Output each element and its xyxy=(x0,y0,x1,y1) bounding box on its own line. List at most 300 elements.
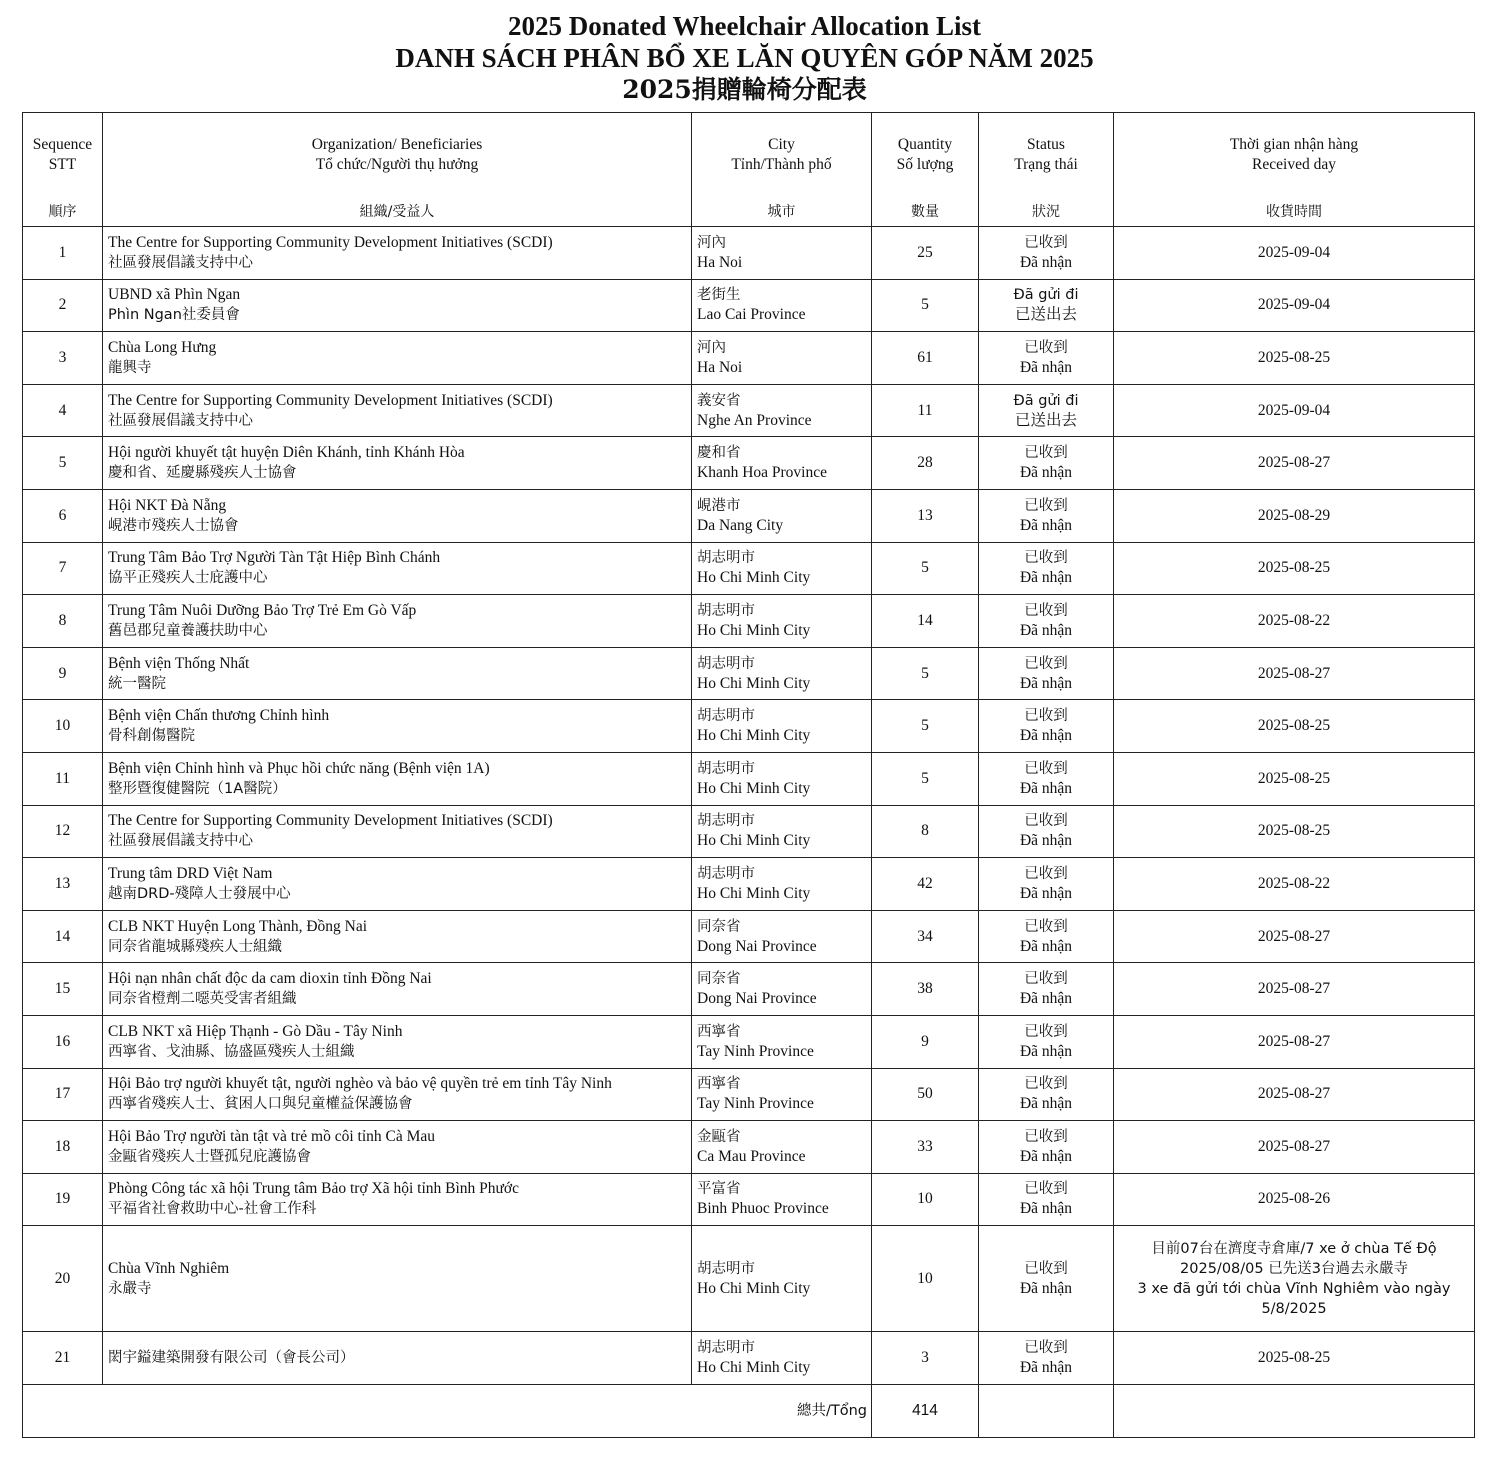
sequence-cell: 10 xyxy=(23,700,103,753)
header-quantity: Quantity Số lượng 數量 xyxy=(872,113,979,227)
status-line-2: Đã nhận xyxy=(1019,1095,1073,1113)
city-cell xyxy=(692,858,872,911)
city-name-zh: 胡志明市 xyxy=(697,813,755,830)
status-line-2: Đã nhận xyxy=(1019,727,1073,745)
received-day-cell xyxy=(1114,384,1475,437)
city-name: Lao Cai Province xyxy=(697,306,806,324)
status-line-2: Đã nhận xyxy=(1019,358,1073,376)
status-cell xyxy=(979,595,1114,648)
table-row xyxy=(23,1226,1475,1332)
header-sequence: Sequence STT 順序 xyxy=(23,113,103,227)
received-note-line: 2025/08/05 已先送3台過去永嚴寺 xyxy=(1180,1260,1408,1277)
status-cell xyxy=(979,647,1114,700)
city-name: Dong Nai Province xyxy=(697,937,817,955)
status-line-1: 已收到 xyxy=(1024,918,1068,935)
received-day-cell xyxy=(1114,1226,1475,1332)
organization-cell xyxy=(103,1332,692,1385)
table-row xyxy=(23,384,1475,437)
status-line-2: Đã nhận xyxy=(1019,1279,1073,1297)
status-cell xyxy=(979,384,1114,437)
status-cell xyxy=(979,1226,1114,1332)
status-line-1: 已收到 xyxy=(1024,1128,1068,1145)
sequence-cell: 4 xyxy=(23,384,103,437)
sequence-cell: 14 xyxy=(23,910,103,963)
city-cell xyxy=(692,1015,872,1068)
sequence-cell: 11 xyxy=(23,752,103,805)
organization-name-zh: 龍興寺 xyxy=(108,359,152,376)
organization-name: Phòng Công tác xã hội Trung tâm Bảo trợ Xã hội tỉnh Bình Phước xyxy=(108,1180,519,1198)
status-line-2: Đã nhận xyxy=(1019,569,1073,587)
status-line-2: Đã nhận xyxy=(1019,937,1073,955)
organization-cell xyxy=(103,1068,692,1121)
city-cell xyxy=(692,1068,872,1121)
status-cell xyxy=(979,963,1114,1016)
received-day-cell xyxy=(1114,1173,1475,1226)
received-day-cell xyxy=(1114,227,1475,280)
sequence-cell: 21 xyxy=(23,1332,103,1385)
status-cell xyxy=(979,279,1114,332)
city-name-zh: 胡志明市 xyxy=(697,708,755,725)
received-day: 2025-08-27 xyxy=(1257,454,1331,472)
city-name-zh: 河內 xyxy=(697,339,726,356)
organization-name-zh: 永嚴寺 xyxy=(108,1280,152,1297)
total-label: 總共/Tổng xyxy=(23,1384,872,1437)
quantity-cell: 38 xyxy=(872,963,979,1016)
status-line-2: 已送出去 xyxy=(1014,411,1077,429)
status-line-2: Đã nhận xyxy=(1019,832,1073,850)
organization-name-zh: 金甌省殘疾人士暨孤兒庇護協會 xyxy=(108,1148,311,1165)
table-row xyxy=(23,805,1475,858)
table-row xyxy=(23,1173,1475,1226)
organization-name: Trung Tâm Bảo Trợ Người Tàn Tật Hiệp Bình Chánh xyxy=(108,549,441,567)
sequence-cell: 15 xyxy=(23,963,103,1016)
status-line-1: 已收到 xyxy=(1024,813,1068,830)
city-cell xyxy=(692,647,872,700)
received-day-cell xyxy=(1114,489,1475,542)
city-name: Ho Chi Minh City xyxy=(697,569,811,587)
quantity-cell: 13 xyxy=(872,489,979,542)
table-row xyxy=(23,910,1475,963)
sequence-cell: 1 xyxy=(23,227,103,280)
received-day-cell xyxy=(1114,595,1475,648)
city-name: Ho Chi Minh City xyxy=(697,779,811,797)
organization-cell xyxy=(103,489,692,542)
organization-name: Trung Tâm Nuôi Dưỡng Bảo Trợ Trẻ Em Gò Vấp xyxy=(108,601,417,619)
received-note-line: 3 xe đã gửi tới chùa Vĩnh Nghiêm vào ngày xyxy=(1137,1280,1451,1297)
quantity-cell: 5 xyxy=(872,752,979,805)
quantity-cell: 5 xyxy=(872,700,979,753)
city-name-zh: 老街生 xyxy=(697,287,741,304)
received-note-line: 5/8/2025 xyxy=(1261,1300,1327,1317)
status-line-2: Đã nhận xyxy=(1019,990,1073,1008)
city-name-zh: 胡志明市 xyxy=(697,1340,755,1357)
city-name-zh: 義安省 xyxy=(697,392,741,409)
header-city: City Tỉnh/Thành phố 城市 xyxy=(692,113,872,227)
city-cell xyxy=(692,700,872,753)
city-name-zh: 胡志明市 xyxy=(697,865,755,882)
quantity-cell: 3 xyxy=(872,1332,979,1385)
total-day-empty xyxy=(1114,1384,1475,1437)
sequence-cell: 18 xyxy=(23,1121,103,1174)
sequence-cell: 9 xyxy=(23,647,103,700)
table-row xyxy=(23,1015,1475,1068)
city-cell xyxy=(692,595,872,648)
status-line-1: 已收到 xyxy=(1024,1260,1068,1277)
status-line-1: 已收到 xyxy=(1024,602,1068,619)
organization-name: Bệnh viện Chấn thương Chỉnh hình xyxy=(108,707,330,725)
received-day: 2025-08-22 xyxy=(1257,874,1331,892)
status-line-1: 已收到 xyxy=(1024,655,1068,672)
organization-name: Hội Bảo trợ người khuyết tật, người nghèo và bảo vệ quyền trẻ em tỉnh Tây Ninh xyxy=(108,1075,612,1093)
status-line-2: Đã nhận xyxy=(1019,464,1073,482)
quantity-cell: 8 xyxy=(872,805,979,858)
table-row xyxy=(23,700,1475,753)
organization-name: 閎宇鎰建築開發有限公司（會長公司） xyxy=(108,1350,355,1367)
city-name-zh: 峴港市 xyxy=(697,497,741,514)
table-row xyxy=(23,279,1475,332)
city-name: Dong Nai Province xyxy=(697,990,817,1008)
status-line-1: Đã gửi đi xyxy=(1013,287,1079,304)
received-day-cell xyxy=(1114,1068,1475,1121)
quantity-cell: 42 xyxy=(872,858,979,911)
quantity-cell: 10 xyxy=(872,1173,979,1226)
status-line-1: 已收到 xyxy=(1024,445,1068,462)
organization-name: CLB NKT Huyện Long Thành, Đồng Nai xyxy=(108,917,368,935)
city-name: Tay Ninh Province xyxy=(697,1095,814,1113)
sequence-cell: 8 xyxy=(23,595,103,648)
organization-cell xyxy=(103,963,692,1016)
organization-name: Bệnh viện Chỉnh hình và Phục hồi chức năng (Bệnh viện 1A) xyxy=(108,759,490,777)
sequence-cell: 6 xyxy=(23,489,103,542)
organization-name-zh: 平福省社會救助中心-社會工作科 xyxy=(108,1201,317,1218)
status-line-1: Đã gửi đi xyxy=(1013,392,1079,409)
organization-cell xyxy=(103,595,692,648)
city-name: Nghe An Province xyxy=(697,411,812,429)
sequence-cell: 12 xyxy=(23,805,103,858)
table-row xyxy=(23,542,1475,595)
city-name: Ho Chi Minh City xyxy=(697,621,811,639)
status-cell xyxy=(979,437,1114,490)
organization-cell xyxy=(103,1121,692,1174)
received-day: 2025-09-04 xyxy=(1257,243,1331,261)
sequence-cell: 19 xyxy=(23,1173,103,1226)
status-line-1: 已收到 xyxy=(1024,234,1068,251)
status-line-2: Đã nhận xyxy=(1019,674,1073,692)
table-row xyxy=(23,963,1475,1016)
status-cell xyxy=(979,489,1114,542)
status-line-1: 已收到 xyxy=(1024,760,1068,777)
status-line-2: Đã nhận xyxy=(1019,884,1073,902)
city-name-zh: 胡志明市 xyxy=(697,760,755,777)
organization-name-zh: 越南DRD-殘障人士發展中心 xyxy=(108,885,291,902)
status-line-1: 已收到 xyxy=(1024,339,1068,356)
received-day-cell xyxy=(1114,332,1475,385)
received-day: 2025-08-27 xyxy=(1257,927,1331,945)
city-cell xyxy=(692,279,872,332)
status-cell xyxy=(979,1173,1114,1226)
received-day: 2025-08-27 xyxy=(1257,1085,1331,1103)
organization-name: CLB NKT xã Hiệp Thạnh - Gò Dầu - Tây Ninh xyxy=(108,1022,403,1040)
sequence-cell: 2 xyxy=(23,279,103,332)
organization-cell xyxy=(103,700,692,753)
received-day: 2025-08-26 xyxy=(1257,1190,1331,1208)
received-day: 2025-08-25 xyxy=(1257,822,1331,840)
city-name: Ho Chi Minh City xyxy=(697,1279,811,1297)
status-line-1: 已收到 xyxy=(1024,1181,1068,1198)
organization-cell xyxy=(103,1173,692,1226)
organization-cell xyxy=(103,1015,692,1068)
allocation-table xyxy=(22,112,1475,1438)
received-note-line: 目前07台在濟度寺倉庫/7 xe ở chùa Tế Độ xyxy=(1151,1240,1437,1257)
table-row xyxy=(23,227,1475,280)
city-name: Ho Chi Minh City xyxy=(697,832,811,850)
city-name-zh: 胡志明市 xyxy=(697,550,755,567)
received-day: 2025-08-25 xyxy=(1257,769,1331,787)
quantity-cell: 61 xyxy=(872,332,979,385)
organization-name-zh: 峴港市殘疾人士協會 xyxy=(108,517,239,534)
city-name-zh: 胡志明市 xyxy=(697,655,755,672)
quantity-cell: 28 xyxy=(872,437,979,490)
sequence-cell: 17 xyxy=(23,1068,103,1121)
organization-cell xyxy=(103,752,692,805)
organization-name-zh: Phìn Ngan社委員會 xyxy=(108,307,240,324)
table-row xyxy=(23,437,1475,490)
organization-name: Hội nạn nhân chất độc da cam dioxin tỉnh Đồng Nai xyxy=(108,970,432,988)
total-status-empty xyxy=(979,1384,1114,1437)
city-name-zh: 平富省 xyxy=(697,1181,741,1198)
city-cell xyxy=(692,1226,872,1332)
received-day-cell xyxy=(1114,805,1475,858)
table-row xyxy=(23,1332,1475,1385)
status-line-1: 已收到 xyxy=(1024,1023,1068,1040)
document-title xyxy=(0,10,1489,106)
organization-name: The Centre for Supporting Community Development Initiatives (SCDI) xyxy=(108,233,553,251)
status-cell xyxy=(979,1068,1114,1121)
status-cell xyxy=(979,1332,1114,1385)
organization-name-zh: 協平正殘疾人士庇護中心 xyxy=(108,570,268,587)
status-line-1: 已收到 xyxy=(1024,971,1068,988)
received-day: 2025-08-25 xyxy=(1257,717,1331,735)
table-row xyxy=(23,1068,1475,1121)
organization-name-zh: 西寧省殘疾人士、貧困人口與兒童權益保護協會 xyxy=(108,1096,413,1113)
city-name: Ho Chi Minh City xyxy=(697,674,811,692)
organization-name-zh: 同奈省龍城縣殘疾人士組織 xyxy=(108,938,282,955)
city-name: Ha Noi xyxy=(697,253,743,271)
organization-name: The Centre for Supporting Community Development Initiatives (SCDI) xyxy=(108,812,553,830)
status-line-2: Đã nhận xyxy=(1019,621,1073,639)
quantity-cell: 50 xyxy=(872,1068,979,1121)
city-cell xyxy=(692,332,872,385)
organization-name-zh: 整形暨復健醫院（1A醫院） xyxy=(108,780,287,797)
status-cell xyxy=(979,1121,1114,1174)
organization-name: Hội người khuyết tật huyện Diên Khánh, tỉnh Khánh Hòa xyxy=(108,444,465,462)
organization-cell xyxy=(103,805,692,858)
city-cell xyxy=(692,542,872,595)
status-cell xyxy=(979,700,1114,753)
organization-cell xyxy=(103,647,692,700)
received-day: 2025-08-25 xyxy=(1257,348,1331,366)
organization-cell xyxy=(103,332,692,385)
status-line-1: 已收到 xyxy=(1024,1076,1068,1093)
organization-cell xyxy=(103,1226,692,1332)
organization-cell xyxy=(103,910,692,963)
received-day-cell xyxy=(1114,279,1475,332)
organization-name: Hội NKT Đà Nẵng xyxy=(108,496,227,514)
organization-cell xyxy=(103,227,692,280)
city-cell xyxy=(692,1173,872,1226)
status-cell xyxy=(979,910,1114,963)
organization-cell xyxy=(103,437,692,490)
sequence-cell: 3 xyxy=(23,332,103,385)
city-name-zh: 同奈省 xyxy=(697,918,741,935)
city-name: Ca Mau Province xyxy=(697,1147,806,1165)
city-name: Ha Noi xyxy=(697,358,743,376)
table-row xyxy=(23,332,1475,385)
status-line-1: 已收到 xyxy=(1024,865,1068,882)
city-name: Ho Chi Minh City xyxy=(697,727,811,745)
quantity-cell: 5 xyxy=(872,542,979,595)
received-day: 2025-08-27 xyxy=(1257,1032,1331,1050)
table-row xyxy=(23,595,1475,648)
city-cell xyxy=(692,752,872,805)
status-line-2: Đã nhận xyxy=(1019,516,1073,534)
city-cell xyxy=(692,489,872,542)
received-day: 2025-08-22 xyxy=(1257,611,1331,629)
status-line-2: Đã nhận xyxy=(1019,1200,1073,1218)
table-row xyxy=(23,1121,1475,1174)
city-name: Khanh Hoa Province xyxy=(697,464,827,482)
sequence-cell: 7 xyxy=(23,542,103,595)
organization-name-zh: 同奈省橙劑二噁英受害者組織 xyxy=(108,991,297,1008)
received-day-cell xyxy=(1114,1015,1475,1068)
organization-name-zh: 慶和省、延慶縣殘疾人士協會 xyxy=(108,465,297,482)
received-day-cell xyxy=(1114,542,1475,595)
status-line-1: 已收到 xyxy=(1024,550,1068,567)
organization-name-zh: 舊邑郡兒童養護扶助中心 xyxy=(108,622,268,639)
status-line-2: Đã nhận xyxy=(1019,253,1073,271)
received-day-cell xyxy=(1114,437,1475,490)
city-name: Ho Chi Minh City xyxy=(697,884,811,902)
quantity-cell: 33 xyxy=(872,1121,979,1174)
city-cell xyxy=(692,963,872,1016)
city-name-zh: 西寧省 xyxy=(697,1076,741,1093)
status-line-1: 已收到 xyxy=(1024,708,1068,725)
organization-name: UBND xã Phìn Ngan xyxy=(108,286,241,304)
quantity-cell: 25 xyxy=(872,227,979,280)
header-organization: Organization/ Beneficiaries Tổ chức/Người thụ hưởng 組織/受益人 xyxy=(103,113,692,227)
city-name-zh: 慶和省 xyxy=(697,445,741,462)
received-day: 2025-09-04 xyxy=(1257,401,1331,419)
city-name-zh: 胡志明市 xyxy=(697,602,755,619)
status-line-1: 已收到 xyxy=(1024,497,1068,514)
received-day-cell xyxy=(1114,1332,1475,1385)
received-day-cell xyxy=(1114,963,1475,1016)
status-cell xyxy=(979,805,1114,858)
city-cell xyxy=(692,910,872,963)
title-english: 2025 Donated Wheelchair Allocation List xyxy=(507,11,981,41)
status-line-2: Đã nhận xyxy=(1019,1042,1073,1060)
organization-name-zh: 統一醫院 xyxy=(108,675,166,692)
received-day-cell xyxy=(1114,858,1475,911)
received-day-cell xyxy=(1114,910,1475,963)
quantity-cell: 34 xyxy=(872,910,979,963)
city-cell xyxy=(692,1121,872,1174)
received-day: 2025-08-27 xyxy=(1257,664,1331,682)
city-name-zh: 同奈省 xyxy=(697,971,741,988)
status-cell xyxy=(979,227,1114,280)
header-row xyxy=(23,113,1475,227)
organization-name: Chùa Vĩnh Nghiêm xyxy=(108,1259,230,1277)
sequence-cell: 20 xyxy=(23,1226,103,1332)
city-name: Tay Ninh Province xyxy=(697,1042,814,1060)
received-day-cell xyxy=(1114,752,1475,805)
city-cell xyxy=(692,227,872,280)
status-cell xyxy=(979,752,1114,805)
received-day-cell xyxy=(1114,647,1475,700)
header-received-day: Thời gian nhận hàng Received day 收貨時間 xyxy=(1114,113,1475,227)
received-day: 2025-08-29 xyxy=(1257,506,1331,524)
received-day: 2025-09-04 xyxy=(1257,296,1331,314)
table-row xyxy=(23,752,1475,805)
status-line-2: Đã nhận xyxy=(1019,1359,1073,1377)
status-cell xyxy=(979,858,1114,911)
organization-name: Hội Bảo Trợ người tàn tật và trẻ mồ côi tỉnh Cà Mau xyxy=(108,1127,436,1145)
quantity-cell: 5 xyxy=(872,647,979,700)
received-day: 2025-08-27 xyxy=(1257,980,1331,998)
quantity-cell: 9 xyxy=(872,1015,979,1068)
quantity-cell: 10 xyxy=(872,1226,979,1332)
city-name: Ho Chi Minh City xyxy=(697,1359,811,1377)
organization-name: Chùa Long Hưng xyxy=(108,338,217,356)
city-cell xyxy=(692,1332,872,1385)
received-day: 2025-08-25 xyxy=(1257,1349,1331,1367)
organization-name-zh: 社區發展倡議支持中心 xyxy=(108,412,253,429)
organization-name-zh: 骨科創傷醫院 xyxy=(108,728,195,745)
organization-cell xyxy=(103,858,692,911)
organization-cell xyxy=(103,384,692,437)
city-name-zh: 河內 xyxy=(697,234,726,251)
status-cell xyxy=(979,332,1114,385)
received-day-cell xyxy=(1114,1121,1475,1174)
city-name-zh: 胡志明市 xyxy=(697,1260,755,1277)
title-chinese: 2025捐贈輪椅分配表 xyxy=(622,75,867,104)
organization-name: Bệnh viện Thống Nhất xyxy=(108,654,250,672)
quantity-cell: 14 xyxy=(872,595,979,648)
organization-cell xyxy=(103,279,692,332)
city-name-zh: 金甌省 xyxy=(697,1128,741,1145)
table-row xyxy=(23,858,1475,911)
organization-name: The Centre for Supporting Community Development Initiatives (SCDI) xyxy=(108,391,553,409)
city-cell xyxy=(692,384,872,437)
title-vietnamese: DANH SÁCH PHÂN BỔ XE LĂN QUYÊN GÓP NĂM 2025 xyxy=(395,43,1094,73)
header-status: Status Trạng thái 狀況 xyxy=(979,113,1114,227)
city-cell xyxy=(692,805,872,858)
organization-name-zh: 西寧省、戈油縣、協盛區殘疾人士組織 xyxy=(108,1043,355,1060)
quantity-cell: 11 xyxy=(872,384,979,437)
received-day-cell xyxy=(1114,700,1475,753)
received-day: 2025-08-27 xyxy=(1257,1137,1331,1155)
status-line-2: Đã nhận xyxy=(1019,779,1073,797)
organization-name-zh: 社區發展倡議支持中心 xyxy=(108,254,253,271)
total-row xyxy=(23,1384,1475,1437)
status-line-1: 已收到 xyxy=(1024,1340,1068,1357)
organization-name-zh: 社區發展倡議支持中心 xyxy=(108,833,253,850)
sequence-cell: 13 xyxy=(23,858,103,911)
table-row xyxy=(23,647,1475,700)
table-row xyxy=(23,489,1475,542)
sequence-cell: 16 xyxy=(23,1015,103,1068)
total-quantity: 414 xyxy=(872,1384,979,1437)
